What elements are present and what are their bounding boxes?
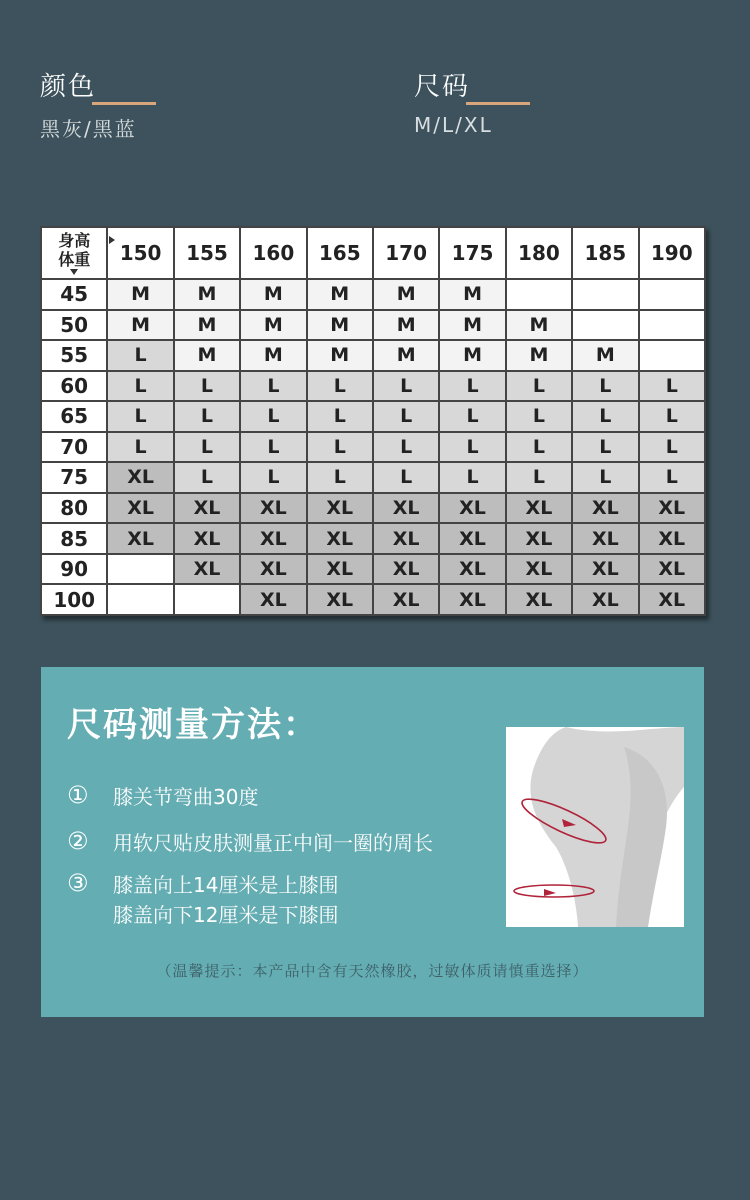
weight-header-cell: 100 [41, 584, 107, 615]
size-cell: L [174, 401, 240, 432]
step-number: ① [67, 781, 89, 809]
size-cell: M [174, 310, 240, 341]
size-cell: M [439, 279, 505, 310]
size-cell: XL [572, 493, 638, 524]
size-cell: L [572, 432, 638, 463]
weight-row [41, 493, 705, 524]
step-text: 膝盖向上14厘米是上膝围 膝盖向下12厘米是下膝围 [113, 873, 339, 927]
weight-row [41, 584, 705, 615]
size-cell: XL [174, 523, 240, 554]
size-cell: XL [506, 493, 572, 524]
size-cell: L [240, 432, 306, 463]
size-cell: L [439, 371, 505, 402]
size-cell: XL [639, 493, 705, 524]
weight-header-cell: 45 [41, 279, 107, 310]
size-cell [639, 279, 705, 310]
height-header-cell: 150 [107, 227, 173, 279]
size-cell: XL [174, 554, 240, 585]
size-chart [40, 226, 706, 616]
size-cell [107, 584, 173, 615]
height-header-cell: 155 [174, 227, 240, 279]
size-cell: M [439, 340, 505, 371]
size-cell: M [307, 340, 373, 371]
measure-step-3 [67, 870, 338, 930]
size-cell: L [373, 462, 439, 493]
size-cell: L [439, 432, 505, 463]
size-cell: L [240, 401, 306, 432]
size-spec [414, 66, 493, 137]
size-cell: L [107, 432, 173, 463]
size-table [40, 226, 706, 616]
size-cell: L [639, 401, 705, 432]
weight-header-cell: 55 [41, 340, 107, 371]
size-cell: L [373, 371, 439, 402]
size-cell: XL [572, 523, 638, 554]
weight-row [41, 340, 705, 371]
measure-step-2 [67, 828, 433, 858]
size-cell: L [639, 432, 705, 463]
size-cell: XL [506, 523, 572, 554]
size-cell: M [174, 340, 240, 371]
size-cell: L [506, 432, 572, 463]
size-cell: M [240, 279, 306, 310]
size-cell: XL [439, 554, 505, 585]
size-label: 尺码 [414, 66, 470, 107]
color-label: 颜色 [40, 66, 96, 107]
knee-measure-illustration [506, 727, 684, 927]
size-cell: M [240, 310, 306, 341]
weight-header-cell: 75 [41, 462, 107, 493]
weight-row [41, 554, 705, 585]
weight-row [41, 279, 705, 310]
size-cell: XL [240, 523, 306, 554]
size-cell [572, 279, 638, 310]
weight-header-cell: 85 [41, 523, 107, 554]
size-cell [572, 310, 638, 341]
size-cell: L [506, 462, 572, 493]
size-cell: XL [307, 584, 373, 615]
size-cell: M [506, 310, 572, 341]
size-cell: L [307, 462, 373, 493]
size-cell: L [439, 401, 505, 432]
size-cell: L [373, 432, 439, 463]
size-cell: L [307, 401, 373, 432]
size-cell: M [373, 279, 439, 310]
measure-step-1 [67, 782, 258, 812]
size-cell: L [506, 401, 572, 432]
size-cell: M [373, 310, 439, 341]
size-cell: L [307, 371, 373, 402]
size-cell: M [107, 279, 173, 310]
height-header-cell: 175 [439, 227, 505, 279]
weight-row [41, 462, 705, 493]
size-cell: M [240, 340, 306, 371]
size-cell: L [107, 371, 173, 402]
size-cell: XL [639, 554, 705, 585]
size-cell: XL [572, 584, 638, 615]
allergy-notice: （温馨提示：本产品中含有天然橡胶，过敏体质请慎重选择） [156, 962, 589, 980]
size-cell [506, 279, 572, 310]
size-cell: XL [307, 554, 373, 585]
size-cell: M [373, 340, 439, 371]
size-cell: L [572, 371, 638, 402]
knee-leg-graphic [506, 727, 684, 927]
weight-header-cell: 60 [41, 371, 107, 402]
weight-header-cell: 50 [41, 310, 107, 341]
size-cell: XL [439, 493, 505, 524]
size-cell: XL [439, 523, 505, 554]
height-header-cell: 160 [240, 227, 306, 279]
height-header-cell: 170 [373, 227, 439, 279]
size-cell: XL [439, 584, 505, 615]
weight-row [41, 432, 705, 463]
size-cell: XL [107, 523, 173, 554]
size-cell: L [639, 371, 705, 402]
size-value: M/L/XL [414, 113, 493, 137]
size-cell: XL [240, 493, 306, 524]
weight-row [41, 523, 705, 554]
measure-title: 尺码测量方法： [67, 705, 319, 745]
step-text: 用软尺贴皮肤测量正中间一圈的周长 [113, 831, 433, 855]
size-cell: M [174, 279, 240, 310]
size-cell: L [107, 401, 173, 432]
size-cell: XL [639, 584, 705, 615]
size-cell: XL [373, 554, 439, 585]
size-cell: L [439, 462, 505, 493]
size-cell: XL [373, 493, 439, 524]
size-cell: XL [107, 462, 173, 493]
size-cell: L [107, 340, 173, 371]
step-text: 膝关节弯曲30度 [113, 785, 259, 809]
size-cell: XL [307, 493, 373, 524]
size-cell: XL [373, 584, 439, 615]
size-cell: L [174, 462, 240, 493]
weight-header-cell: 70 [41, 432, 107, 463]
size-cell: XL [639, 523, 705, 554]
color-spec [40, 66, 137, 142]
size-cell: L [174, 371, 240, 402]
size-cell: L [572, 462, 638, 493]
size-cell: M [107, 310, 173, 341]
size-cell [174, 584, 240, 615]
size-cell: M [506, 340, 572, 371]
weight-row [41, 371, 705, 402]
size-cell: L [174, 432, 240, 463]
size-cell: L [240, 462, 306, 493]
size-cell: XL [174, 493, 240, 524]
size-cell: XL [240, 584, 306, 615]
table-corner: 身高 体重 [41, 227, 107, 279]
size-cell [639, 340, 705, 371]
size-cell: XL [307, 523, 373, 554]
size-cell: XL [373, 523, 439, 554]
size-cell: M [307, 310, 373, 341]
size-cell: L [506, 371, 572, 402]
size-cell: L [572, 401, 638, 432]
size-cell: XL [572, 554, 638, 585]
size-cell: XL [506, 584, 572, 615]
height-header-cell: 165 [307, 227, 373, 279]
size-cell [639, 310, 705, 341]
size-cell: XL [506, 554, 572, 585]
size-cell: XL [107, 493, 173, 524]
height-header-cell: 190 [639, 227, 705, 279]
weight-row [41, 310, 705, 341]
step-number: ② [67, 827, 89, 855]
size-cell: M [572, 340, 638, 371]
size-cell: XL [240, 554, 306, 585]
height-header-cell: 180 [506, 227, 572, 279]
label-underline [92, 102, 156, 105]
size-cell [107, 554, 173, 585]
height-header-row [41, 227, 705, 279]
color-value: 黑灰/黑蓝 [40, 117, 137, 141]
label-underline [466, 102, 530, 105]
size-cell: L [373, 401, 439, 432]
weight-row [41, 401, 705, 432]
weight-header-cell: 80 [41, 493, 107, 524]
size-cell: L [639, 462, 705, 493]
size-cell: L [240, 371, 306, 402]
size-cell: M [307, 279, 373, 310]
measure-method-panel [41, 667, 704, 1017]
size-cell: L [307, 432, 373, 463]
height-header-cell: 185 [572, 227, 638, 279]
step-number: ③ [67, 869, 89, 897]
weight-header-cell: 90 [41, 554, 107, 585]
size-cell: M [439, 310, 505, 341]
weight-header-cell: 65 [41, 401, 107, 432]
